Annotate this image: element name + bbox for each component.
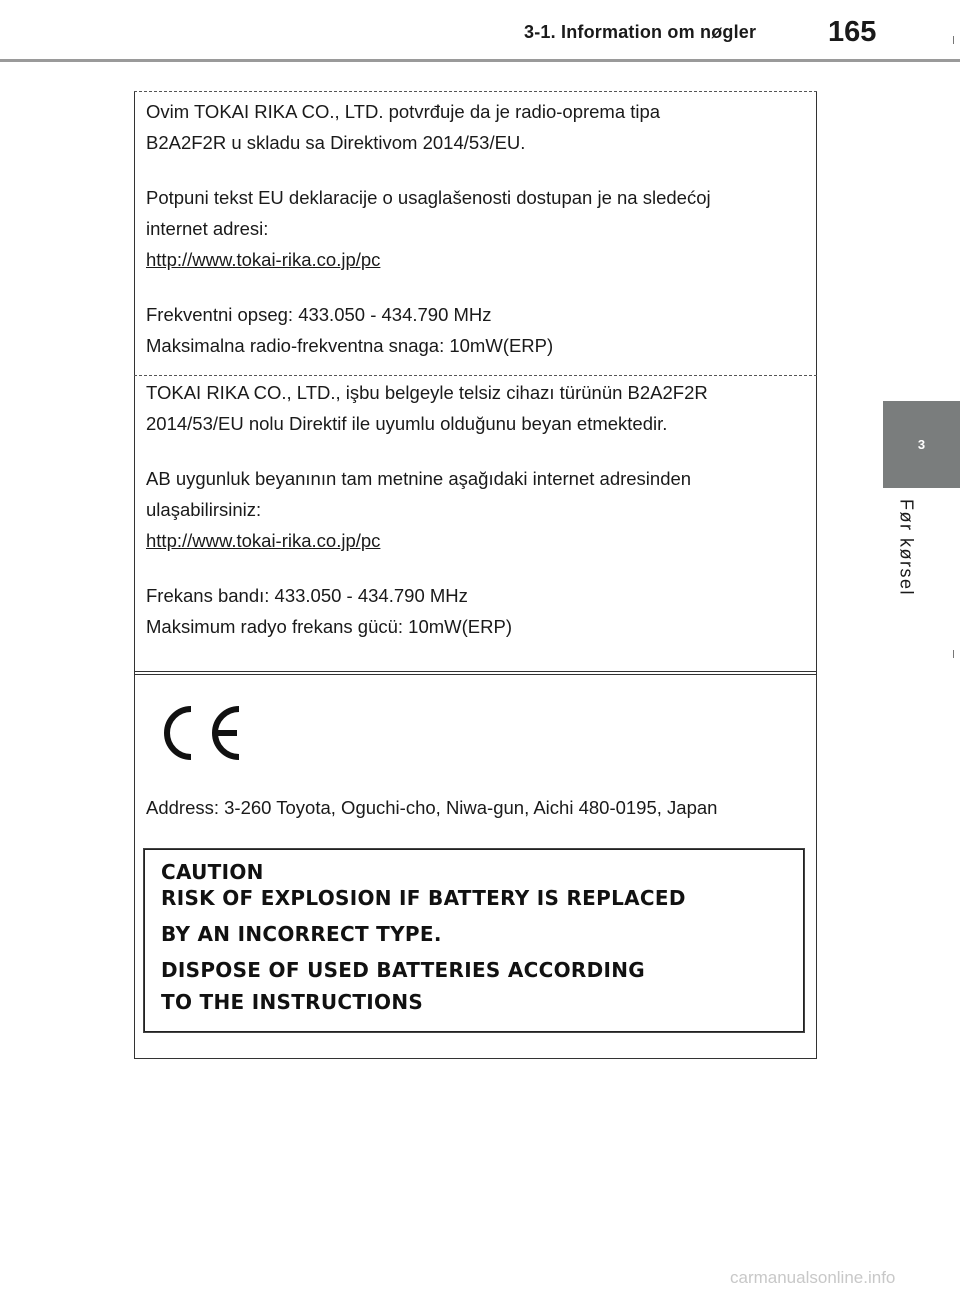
declaration-link[interactable]: http://www.tokai-rika.co.jp/pc (146, 249, 381, 270)
chapter-label: Før kørsel (896, 498, 917, 596)
caution-line: DISPOSE OF USED BATTERIES ACCORDING (161, 958, 646, 982)
caution-heading: CAUTION (161, 860, 264, 884)
box-top-border (134, 91, 817, 92)
caution-line: BY AN INCORRECT TYPE. (161, 922, 442, 946)
manufacturer-address: Address: 3-260 Toyota, Oguchi-cho, Niwa-gun, Aichi 480-0195, Japan (146, 797, 718, 818)
declaration-line: Ovim TOKAI RIKA CO., LTD. potvrđuje da je radio-oprema tipa (146, 101, 661, 122)
caution-line: RISK OF EXPLOSION IF BATTERY IS REPLACED (161, 886, 686, 910)
frequency-line: Frekans bandı: 433.050 - 434.790 MHz (146, 585, 468, 606)
declaration-line: ulaşabilirsiniz: (146, 499, 262, 520)
caution-line: TO THE INSTRUCTIONS (161, 990, 424, 1014)
declaration-line: 2014/53/EU nolu Direktif ile uyumlu olduğunu beyan etmektedir. (146, 413, 668, 434)
serbian-declaration (146, 96, 711, 361)
section-divider (134, 671, 817, 672)
power-line: Maksimum radyo frekans gücü: 10mW(ERP) (146, 616, 512, 637)
chapter-tab[interactable] (883, 401, 960, 488)
declaration-line: TOKAI RIKA CO., LTD., işbu belgeyle telsiz cihazı türünün B2A2F2R (146, 382, 708, 403)
watermark: carmanualsonline.info (730, 1268, 896, 1287)
section-divider (134, 375, 817, 376)
section-title: 3-1. Information om nøgler (524, 22, 757, 42)
declaration-line: Potpuni tekst EU deklaracije o usaglašenosti dostupan je na sledećoj (146, 187, 711, 208)
declaration-line: B2A2F2R u skladu sa Direktivom 2014/53/EU. (146, 132, 526, 153)
declaration-link[interactable]: http://www.tokai-rika.co.jp/pc (146, 530, 381, 551)
turkish-declaration (146, 377, 708, 642)
crop-mark (953, 36, 954, 44)
declaration-line: AB uygunluk beyanının tam metnine aşağıdaki internet adresinden (146, 468, 692, 489)
chapter-number: 3 (917, 437, 926, 452)
ce-mark-icon (157, 703, 247, 763)
frequency-line: Frekventni opseg: 433.050 - 434.790 MHz (146, 304, 492, 325)
declaration-line: internet adresi: (146, 218, 269, 239)
page-number: 165 (828, 16, 877, 48)
section-divider (134, 674, 817, 675)
power-line: Maksimalna radio-frekventna snaga: 10mW(ERP) (146, 335, 554, 356)
header-rule (0, 59, 960, 62)
crop-mark (953, 650, 954, 658)
